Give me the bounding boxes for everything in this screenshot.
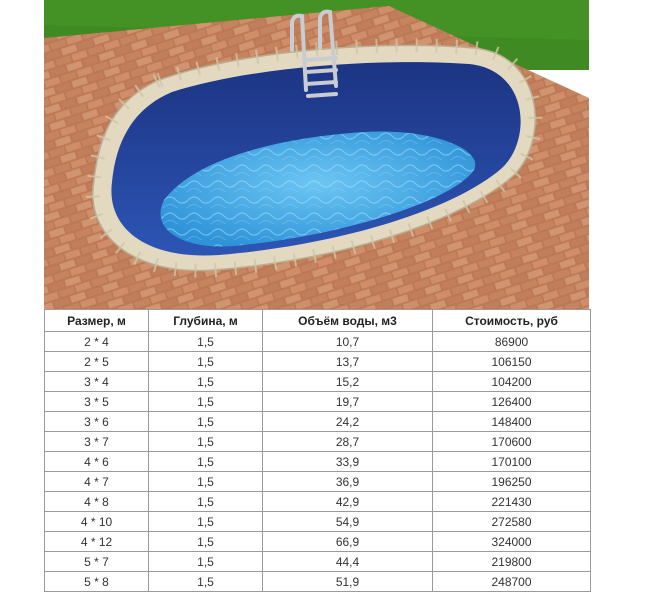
size-cell: 5 * 8	[45, 572, 149, 592]
depth-cell: 1,5	[149, 452, 263, 472]
volume-cell: 28,7	[263, 432, 433, 452]
depth-cell: 1,5	[149, 532, 263, 552]
depth-cell: 1,5	[149, 412, 263, 432]
table-row	[45, 532, 591, 552]
table-row	[45, 452, 591, 472]
size-cell: 4 * 12	[45, 532, 149, 552]
price-cell: 126400	[433, 392, 591, 412]
price-cell: 219800	[433, 552, 591, 572]
header-volume: Объём воды, м3	[263, 310, 433, 332]
price-cell: 196250	[433, 472, 591, 492]
volume-cell: 10,7	[263, 332, 433, 352]
header-depth: Глубина, м	[149, 310, 263, 332]
price-cell: 221430	[433, 492, 591, 512]
volume-cell: 54,9	[263, 512, 433, 532]
price-table	[44, 309, 591, 592]
table-row	[45, 432, 591, 452]
size-cell: 2 * 4	[45, 332, 149, 352]
size-cell: 3 * 6	[45, 412, 149, 432]
header-size: Размер, м	[45, 310, 149, 332]
table-row	[45, 332, 591, 352]
table-row	[45, 372, 591, 392]
price-cell: 104200	[433, 372, 591, 392]
volume-cell: 51,9	[263, 572, 433, 592]
size-cell: 4 * 7	[45, 472, 149, 492]
volume-cell: 33,9	[263, 452, 433, 472]
depth-cell: 1,5	[149, 372, 263, 392]
table-row	[45, 392, 591, 412]
table-row	[45, 572, 591, 592]
price-cell: 324000	[433, 532, 591, 552]
volume-cell: 15,2	[263, 372, 433, 392]
depth-cell: 1,5	[149, 352, 263, 372]
table-header-row	[45, 310, 591, 332]
pool-illustration	[44, 0, 589, 309]
table-row	[45, 552, 591, 572]
price-cell: 248700	[433, 572, 591, 592]
volume-cell: 42,9	[263, 492, 433, 512]
table-row	[45, 412, 591, 432]
depth-cell: 1,5	[149, 512, 263, 532]
table-row	[45, 512, 591, 532]
size-cell: 4 * 8	[45, 492, 149, 512]
size-cell: 3 * 7	[45, 432, 149, 452]
volume-cell: 19,7	[263, 392, 433, 412]
table-row	[45, 492, 591, 512]
depth-cell: 1,5	[149, 552, 263, 572]
volume-cell: 36,9	[263, 472, 433, 492]
size-cell: 3 * 5	[45, 392, 149, 412]
volume-cell: 66,9	[263, 532, 433, 552]
volume-cell: 44,4	[263, 552, 433, 572]
table-row	[45, 352, 591, 372]
depth-cell: 1,5	[149, 332, 263, 352]
size-cell: 3 * 4	[45, 372, 149, 392]
size-cell: 4 * 6	[45, 452, 149, 472]
price-cell: 148400	[433, 412, 591, 432]
price-cell: 272580	[433, 512, 591, 532]
price-cell: 106150	[433, 352, 591, 372]
price-cell: 86900	[433, 332, 591, 352]
price-cell: 170600	[433, 432, 591, 452]
depth-cell: 1,5	[149, 432, 263, 452]
table-row	[45, 472, 591, 492]
depth-cell: 1,5	[149, 392, 263, 412]
depth-cell: 1,5	[149, 492, 263, 512]
depth-cell: 1,5	[149, 572, 263, 592]
header-price: Стоимость, руб	[433, 310, 591, 332]
size-cell: 2 * 5	[45, 352, 149, 372]
size-cell: 5 * 7	[45, 552, 149, 572]
price-cell: 170100	[433, 452, 591, 472]
volume-cell: 13,7	[263, 352, 433, 372]
volume-cell: 24,2	[263, 412, 433, 432]
depth-cell: 1,5	[149, 472, 263, 492]
size-cell: 4 * 10	[45, 512, 149, 532]
